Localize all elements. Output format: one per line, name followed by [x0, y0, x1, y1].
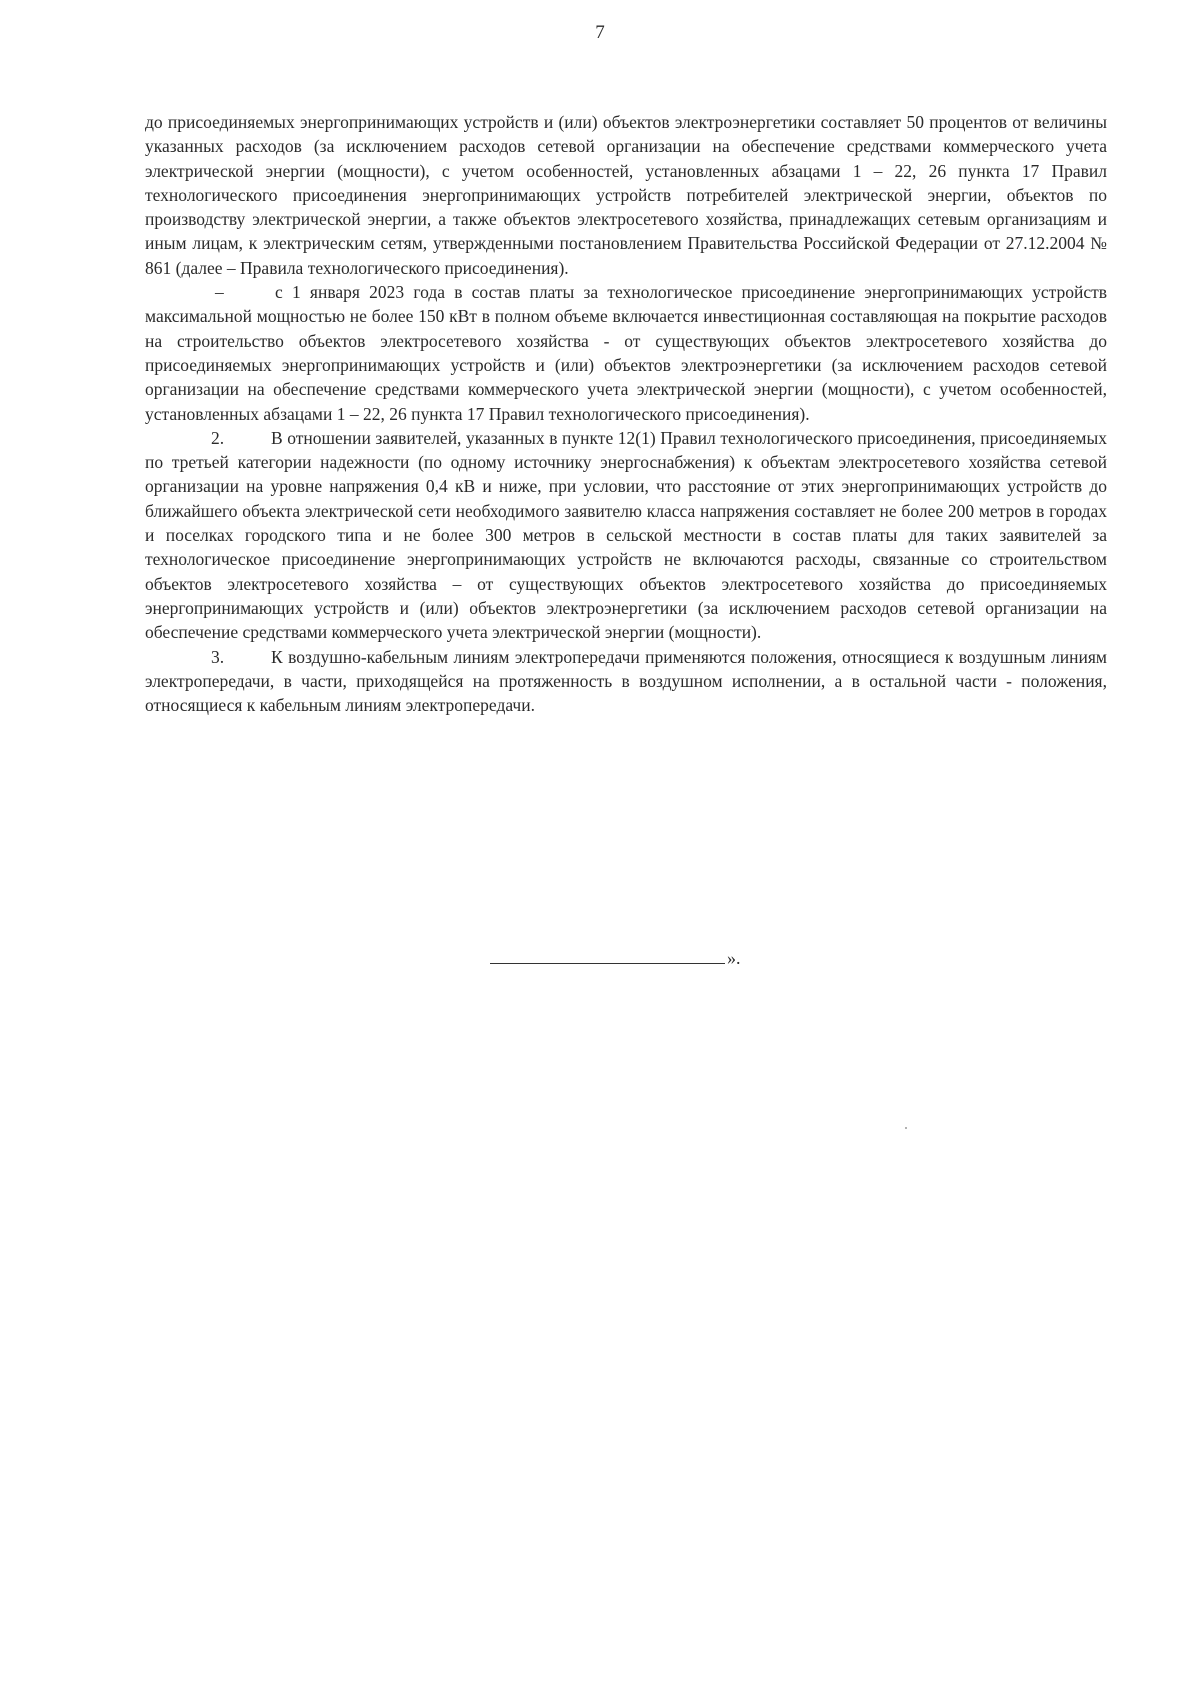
paragraph-continuation: до присоединяемых энергопринимающих устройств и (или) объектов электроэнергетики составляет 50 процентов от величины указанных расходов (за исключением расходов сетевой организации на обеспечение средствами коммерческого учета электрической энергии (мощности), с учетом особенностей, установленных абзацами 1 – 22, 26 пункта 17 Правил технологического присоединения энергопринимающих устройств потребителей электрической энергии, объектов по производству электрической энергии, а также объектов электросетевого хозяйства, принадлежащих сетевым организациям и иным лицам, к электрическим сетям, утвержденными постановлением Правительства Российской Федерации от 27.12.2004 № 861 (далее – Правила технологического присоединения). [145, 112, 1107, 278]
list-number-2: 2. [211, 427, 225, 448]
list-number-3: 3. [211, 646, 225, 667]
paragraph-dash-text: с 1 января 2023 года в состав платы за технологическое присоединение энергопринимающих устройств максимальной мощностью не более 150 кВт в полном объеме включается инвестиционная составляющая на покрытие расходов на строительство объектов электросетевого хозяйства - от существующих объектов электросетевого хозяйства до присоединяемых энергопринимающих устройств и (или) объектов электроэнергетики (за исключением расходов сетевой организации на обеспечение средствами коммерческого учета электрической энергии (мощности), с учетом особенностей, установленных абзацами 1 – 22, 26 пункта 17 Правил технологического присоединения). [145, 282, 1107, 424]
closing-rule [490, 963, 725, 964]
paragraph-item-2 [145, 426, 1107, 645]
paragraph-item-3-text: К воздушно-кабельным линиям электропередачи применяются положения, относящиеся к воздушным линиям электропередачи, в части, приходящейся на протяженность в воздушном исполнении, а в остальной части - положения, относящиеся к кабельным линиям электропередачи. [145, 646, 1107, 716]
document-body [145, 110, 1107, 717]
paragraph-item-2-text: В отношении заявителей, указанных в пункте 12(1) Правил технологического присоединения, присоединяемых по третьей категории надежности (по одному источнику энергоснабжения) к объектам электросетевого хозяйства сетевой организации на уровне напряжения 0,4 кВ и ниже, при условии, что расстояние от этих энергопринимающих устройств до ближайшего объекта электрической сети необходимого заявителю класса напряжения составляет не более 200 метров в городах и поселках городского типа и не более 300 метров в сельской местности в состав платы для таких заявителей за технологическое присоединение энергопринимающих устройств не включаются расходы, связанные со строительством объектов электросетевого хозяйства – от существующих объектов электросетевого хозяйства до присоединяемых энергопринимающих устройств и (или) объектов электроэнергетики (за исключением расходов сетевой организации на обеспечение средствами коммерческого учета электрической энергии (мощности). [145, 427, 1107, 643]
closing-mark [490, 948, 741, 969]
paragraph-dash-item [145, 280, 1107, 426]
page-number: 7 [595, 22, 605, 43]
paragraph-item-3 [145, 645, 1107, 718]
list-dash-marker: – [215, 282, 224, 303]
scan-speck [905, 1127, 907, 1129]
closing-quote: ». [727, 948, 741, 968]
